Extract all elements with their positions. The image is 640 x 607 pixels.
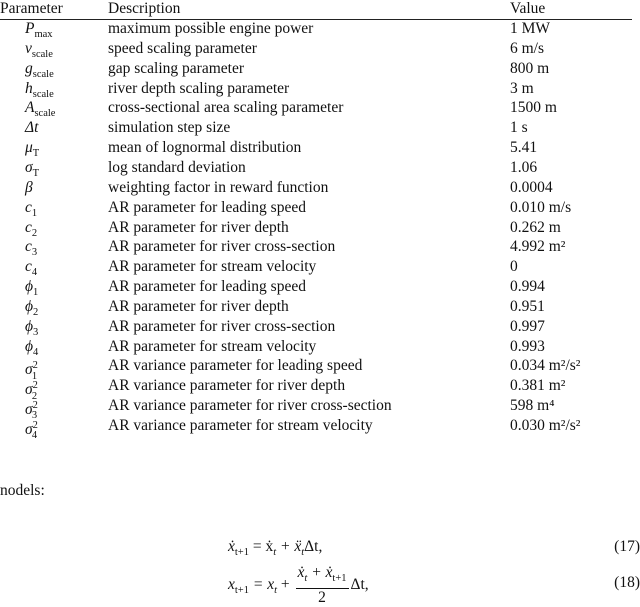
table-row — [0, 39, 640, 59]
parameter-symbol: $\sigma^2_2$ — [25, 380, 38, 402]
parameter-value: 0.262 m — [510, 218, 561, 236]
parameter-value: 0.030 m²/s² — [510, 417, 581, 434]
equation-number-17: (17) — [614, 538, 640, 555]
table-row — [0, 396, 640, 422]
parameter-symbol: $\phi_2$ — [25, 297, 39, 318]
parameter-value: 0.0004 — [510, 178, 553, 196]
table-row — [0, 59, 640, 79]
paragraph-text: nodels: — [0, 482, 45, 499]
parameter-description: simulation step size — [108, 119, 231, 137]
parameter-value: 0.994 — [510, 278, 545, 296]
parameter-value: 598 m⁴ — [510, 397, 555, 415]
parameter-description: AR parameter for river depth — [108, 297, 289, 315]
parameter-value: 800 m — [510, 59, 550, 77]
parameter-description: AR variance parameter for river depth — [108, 377, 346, 395]
parameter-symbol: $v_{scale}$ — [25, 39, 53, 60]
table-row — [0, 98, 640, 118]
parameter-value: 0.951 — [510, 297, 545, 315]
fraction: $\frac{ẋ_t + ẋ_{t+1}}{2}$ — [297, 564, 347, 607]
parameter-symbol: $A_{scale}$ — [25, 99, 56, 120]
parameter-description: AR parameter for river depth — [108, 218, 289, 236]
header-parameter: Parameter — [0, 0, 63, 17]
parameter-value: 0.010 m/s — [510, 198, 572, 216]
parameter-description: AR parameter for leading speed — [108, 278, 306, 296]
parameter-symbol: $c_2$ — [25, 218, 38, 239]
header-description: Description — [108, 0, 181, 17]
parameter-value: 1.06 — [510, 158, 538, 176]
table-row — [0, 178, 640, 198]
table-row — [0, 218, 640, 238]
parameter-description: log standard deviation — [108, 158, 246, 176]
table-row — [0, 237, 640, 257]
parameter-description: gap scaling parameter — [108, 59, 244, 77]
parameter-symbol: $h_{scale}$ — [25, 79, 54, 100]
parameter-symbol: $\phi_3$ — [25, 317, 39, 338]
parameter-value: 6 m/s — [510, 39, 545, 57]
parameter-symbol: $c_1$ — [25, 198, 38, 219]
parameter-value: 0.993 — [510, 337, 545, 355]
table-row — [0, 138, 640, 158]
parameter-symbol: Δt — [25, 119, 39, 137]
parameter-description: river depth scaling parameter — [108, 79, 290, 97]
parameter-value: 1 s — [510, 119, 528, 137]
table-row — [0, 257, 640, 277]
parameter-symbol: $\sigma^2_1$ — [25, 360, 38, 382]
parameter-symbol: $\phi_4$ — [25, 337, 39, 358]
parameter-description: weighting factor in reward function — [108, 178, 329, 196]
table-row — [0, 158, 640, 178]
header-value: Value — [510, 0, 546, 17]
table-row — [0, 356, 640, 382]
parameter-description: maximum possible engine power — [108, 20, 314, 37]
parameter-description: AR variance parameter for leading speed — [108, 357, 363, 375]
parameter-value: 3 m — [510, 79, 534, 97]
parameter-description: AR parameter for stream velocity — [108, 337, 317, 355]
parameter-description: mean of lognormal distribution — [108, 139, 302, 157]
parameter-symbol: $g_{scale}$ — [25, 59, 54, 80]
table-row — [0, 416, 640, 442]
table-row — [0, 337, 640, 357]
parameter-symbol: $\mu_T$ — [25, 139, 40, 160]
parameter-value: 5.41 — [510, 139, 538, 157]
parameter-symbol: $c_3$ — [25, 238, 38, 259]
parameter-symbol: $P_{max}$ — [25, 20, 53, 41]
table-row — [0, 198, 640, 218]
parameter-description: AR parameter for leading speed — [108, 198, 306, 216]
table-row — [0, 297, 640, 317]
table-row — [0, 19, 640, 39]
parameter-description: AR parameter for stream velocity — [108, 258, 317, 276]
table-row — [0, 376, 640, 402]
equation-18: $x_{t+1} = x_t$ + $\frac{ẋ_t + ẋ_{t+1}}{2}$ Δt, — [228, 564, 369, 607]
parameter-value: 1500 m — [510, 99, 557, 117]
parameter-symbol: $\sigma_T$ — [25, 158, 40, 180]
table-row — [0, 118, 640, 138]
parameter-symbol: $\sigma^2_4$ — [25, 420, 38, 442]
parameter-value: 1 MW — [510, 20, 551, 37]
equation-number-18: (18) — [614, 574, 640, 591]
parameter-value: 0.034 m²/s² — [510, 357, 581, 375]
parameter-description: AR parameter for river cross-section — [108, 317, 336, 335]
parameter-description: speed scaling parameter — [108, 39, 257, 57]
parameter-symbol: $\sigma^2_3$ — [25, 400, 38, 422]
parameter-value: 0.381 m² — [510, 377, 566, 395]
parameter-description: cross-sectional area scaling parameter — [108, 99, 344, 117]
parameter-symbol: $\phi_1$ — [25, 278, 39, 299]
parameter-description: AR variance parameter for stream velocity — [108, 417, 373, 434]
equation-17: ẋ$_{t+1}$ = ẋ$_t$ + ẍ$_t$Δt, — [228, 538, 323, 559]
parameter-value: 4.992 m² — [510, 238, 566, 256]
table-row — [0, 79, 640, 99]
parameter-description: AR variance parameter for river cross-section — [108, 397, 392, 415]
parameter-description: AR parameter for river cross-section — [108, 238, 336, 256]
table-row — [0, 317, 640, 337]
parameter-value: 0.997 — [510, 317, 545, 335]
table-row — [0, 277, 640, 297]
parameter-symbol: $c_4$ — [25, 258, 38, 279]
parameter-value: 0 — [510, 258, 518, 276]
parameter-symbol: β — [25, 178, 33, 196]
